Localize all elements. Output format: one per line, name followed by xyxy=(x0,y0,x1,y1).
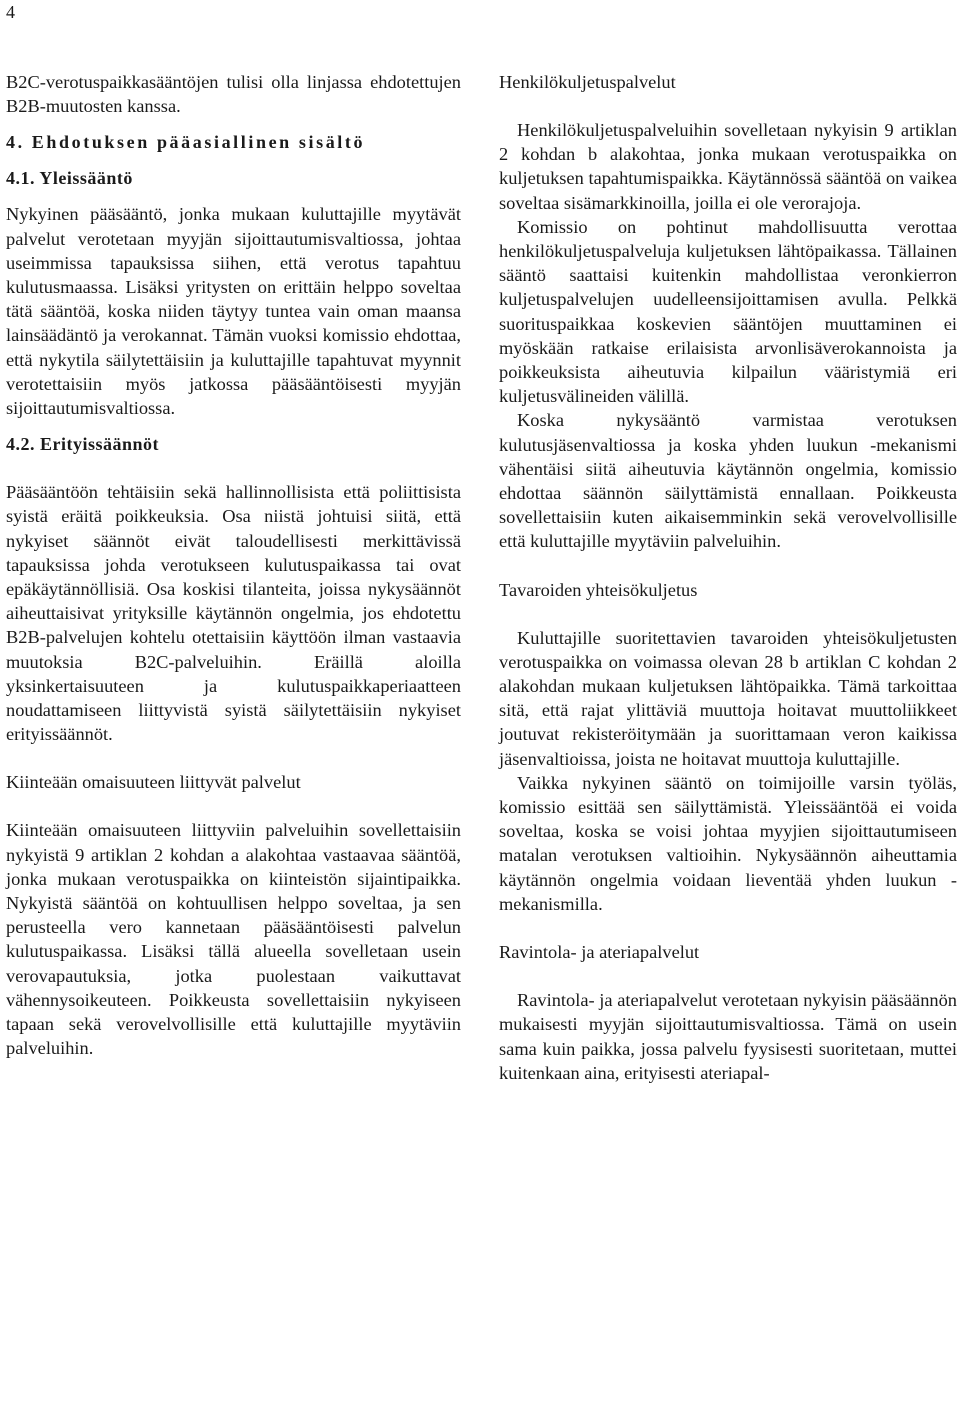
intro-paragraph: B2C-verotuspaikkasääntöjen tulisi olla linjassa ehdotettujen B2B-muutosten kanssa. xyxy=(6,72,461,117)
passenger-paragraph-1: Henkilökuljetuspalveluihin sovelletaan nykyisin 9 artiklan 2 kohdan b alakohtaa, jonka mukaan verotuspaikka on kuljetuksen tapahtumispaikka. Käytännössä sääntöä on vaikea soveltaa sisämarkkinoilla, joilla ei ole verorajoja. xyxy=(499,120,957,213)
section-4-1-heading: 4.1. Yleissääntö xyxy=(6,168,133,189)
goods-paragraph-1: Kuluttajille suoritettavien tavaroiden yhteisökuljetusten verotuspaikka on voimassa olevan 28 b artiklan C kohdan 2 alakohdan mukaan kuljetuksen lähtöpaikka. Tämä tarkoittaa sitä, että rajat ylittäviä muuttoja hoitavat muuttoliikkeet joutuvat rekisteröitymään ja suorittamaan veron kaikissa jäsenvaltioissa, joista ne hoitavat muuttoja kuluttajille. xyxy=(499,627,957,769)
right-column xyxy=(499,70,957,1085)
section-4-1-paragraph: Nykyinen pääsääntö, jonka mukaan kuluttajille myytävät palvelut verotetaan myyjän sijoittautumisvaltiossa, johtaa useimmissa tapauksissa siihen, että verotus tapahtuu kulutusmaassa. Lisäksi yritysten on erittäin helppo soveltaa tätä sääntöä, koska niiden täytyy tuntea vain oman maansa lainsäädäntö ja verokannat. Tämän vuoksi komissio ehdottaa, että nykytila säilytettäisiin ja kuluttajille tapahtuvat myynnit verotettaisiin myös jatkossa pääsääntöisesti myyjän sijoittautumisvaltiossa. xyxy=(6,204,461,419)
real-estate-paragraph: Kiinteään omaisuuteen liittyviin palveluihin sovellettaisiin nykyistä 9 artiklan 2 kohdan a alakohtaa vastaavaa sääntöä, jonka mukaan verotuspaikka on kiinteistön sijaintipaikka. Nykyistä sääntöä on kohtuullisen helppo soveltaa, ja sen perusteella vero kannetaan pääsääntöisesti palvelun kulutuspaikassa. Lisäksi tällä alueella sovelletaan usein verovapautuksia, jotka puolestaan vaikuttavat vähennysoikeuteen. Poikkeusta sovellettaisiin nykyiseen tapaan sekä verovelvollisille että kuluttajille myytäviin palveluihin. xyxy=(6,820,461,1059)
restaurant-heading: Ravintola- ja ateriapalvelut xyxy=(499,942,700,963)
passenger-paragraph-2: Komissio on pohtinut mahdollisuutta verottaa henkilökuljetuspalveluja kuljetuksen lähtöpaikassa. Tällainen sääntö saattaisi kuitenkin mahdollistaa veronkierron kuljetuspalvelujen uudelleensijoittamisen avulla. Pelkkä suorituspaikkaa koskevien sääntöjen muuttaminen ei myöskään ratkaise erilaisista arvonlisäverokannoista ja poikkeuksista aiheutuvia kilpailun vääristymiä eri kuljetusvälineiden välillä. xyxy=(499,216,957,407)
page-number: 4 xyxy=(6,2,15,22)
goods-paragraph-2: Vaikka nykyinen sääntö on toimijoille varsin työläs, komissio esittää sen säilyttämistä. Yleissääntöä ei voida soveltaa, koska se voisi johtaa myyjien sijoittautumiseen matalan verotuksen valtioihin. Nykysäännön aiheuttamia käytännön ongelmia voidaan lieventää yhden luukun -mekanismilla. xyxy=(499,772,957,914)
passenger-paragraph-3: Koska nykysääntö varmistaa verotuksen kulutusjäsenvaltiossa ja koska yhden luukun -mekanismi vähentäisi siitä aiheutuvia käytännön ongelmia, komissio ehdottaa säännön säilyttämistä ennallaan. Poikkeusta sovellettaisiin kuten aikaisemminkin sekä verovelvollisille että kuluttajille myytäviin palveluihin. xyxy=(499,410,957,552)
section-4-2-heading: 4.2. Erityissäännöt xyxy=(6,434,160,455)
passenger-transport-heading: Henkilökuljetuspalvelut xyxy=(499,72,676,92)
left-column xyxy=(6,70,461,1061)
section-4-2-paragraph: Pääsääntöön tehtäisiin sekä hallinnollisista että poliittisista syistä eräitä poikkeuksia. Osa niistä johtuisi siitä, että nykyiset säännöt eivät taloudellisesti merkittävissä tapauksissa johda verotukseen kulutuspaikassa tai ovat epäkäytännöllisiä. Osa koskisi tilanteita, joissa nykysäännöt aiheuttaisivat yrityksille käytännön ongelmia, jos ehdotettu B2B-palvelujen kohtelu otettaisiin käyttöön ilman vastaavia muutoksia B2C-palveluihin. Eräillä aloilla yksinkertaisuuteen ja kulutuspaikkaperiaatteen noudattamiseen liittyvistä syistä säilytettäisiin nykyiset erityissäännöt. xyxy=(6,482,461,745)
goods-transport-heading: Tavaroiden yhteisökuljetus xyxy=(499,579,698,600)
real-estate-heading: Kiinteään omaisuuteen liittyvät palvelut xyxy=(6,772,301,793)
section-4-heading: 4. Ehdotuksen pääasiallinen sisältö xyxy=(6,132,366,153)
restaurant-paragraph: Ravintola- ja ateriapalvelut verotetaan nykyisin pääsäännön mukaisesti myyjän sijoittautumisvaltiossa. Tämä on usein sama kuin paikka, jossa palvelu fyysisesti suoritetaan, muttei kuitenkaan aina, erityisesti ateriapal- xyxy=(499,990,957,1083)
